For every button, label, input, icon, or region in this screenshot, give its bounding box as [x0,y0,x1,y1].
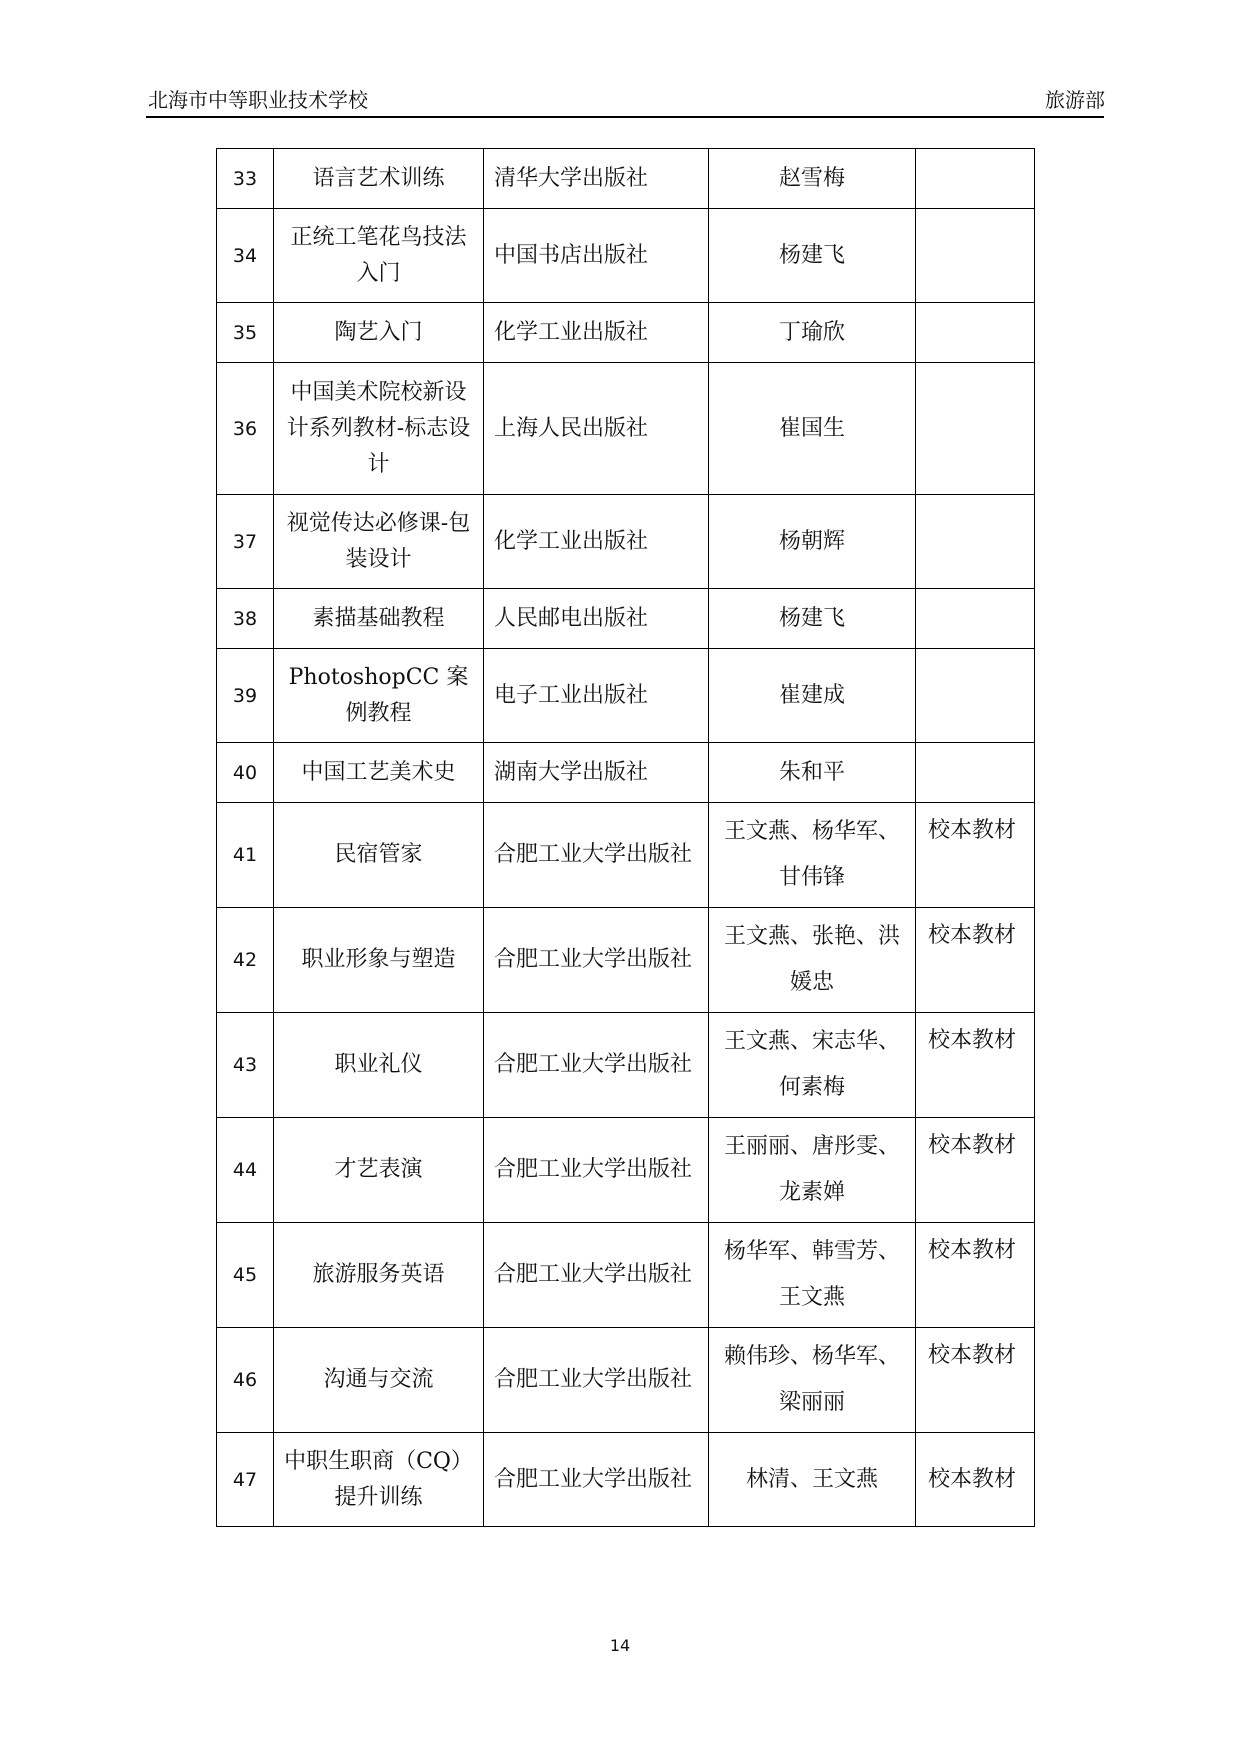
book-title: 旅游服务英语 [274,1223,484,1328]
table-row [217,1433,1035,1527]
table-row [217,1118,1035,1223]
table-row [217,363,1035,495]
table-row [217,803,1035,908]
header-divider [146,116,1104,118]
row-number: 46 [217,1328,274,1433]
table-row [217,209,1035,303]
book-publisher: 化学工业出版社 [484,303,709,363]
book-author: 杨朝辉 [709,495,916,589]
book-title: 民宿管家 [274,803,484,908]
book-note: 校本教材 [916,1328,1035,1433]
book-publisher: 上海人民出版社 [484,363,709,495]
book-title: 陶艺入门 [274,303,484,363]
book-note [916,649,1035,743]
book-publisher: 人民邮电出版社 [484,589,709,649]
book-publisher: 化学工业出版社 [484,495,709,589]
table-row [217,589,1035,649]
row-number: 44 [217,1118,274,1223]
book-author: 赵雪梅 [709,149,916,209]
table-row [217,303,1035,363]
textbook-table [216,148,1035,1527]
book-note: 校本教材 [916,1118,1035,1223]
book-author: 杨建飞 [709,209,916,303]
row-number: 34 [217,209,274,303]
book-note: 校本教材 [916,803,1035,908]
book-publisher: 合肥工业大学出版社 [484,1328,709,1433]
row-number: 42 [217,908,274,1013]
book-publisher: 电子工业出版社 [484,649,709,743]
book-note [916,149,1035,209]
book-note: 校本教材 [916,908,1035,1013]
book-author: 王文燕、宋志华、何素梅 [709,1013,916,1118]
book-note [916,363,1035,495]
table-row [217,649,1035,743]
book-note [916,209,1035,303]
row-number: 33 [217,149,274,209]
row-number: 35 [217,303,274,363]
book-author: 崔国生 [709,363,916,495]
row-number: 37 [217,495,274,589]
book-author: 杨华军、韩雪芳、王文燕 [709,1223,916,1328]
book-title: 中职生职商（CQ）提升训练 [274,1433,484,1527]
book-publisher: 合肥工业大学出版社 [484,803,709,908]
book-note [916,303,1035,363]
book-title: 正统工笔花鸟技法入门 [274,209,484,303]
book-publisher: 合肥工业大学出版社 [484,908,709,1013]
row-number: 38 [217,589,274,649]
table-row [217,1013,1035,1118]
book-author: 崔建成 [709,649,916,743]
book-note: 校本教材 [916,1433,1035,1527]
book-title: 素描基础教程 [274,589,484,649]
table-row [217,495,1035,589]
book-note [916,743,1035,803]
book-title: 才艺表演 [274,1118,484,1223]
header-school-name: 北海市中等职业技术学校 [148,88,368,112]
book-publisher: 合肥工业大学出版社 [484,1433,709,1527]
book-title: 沟通与交流 [274,1328,484,1433]
book-author: 杨建飞 [709,589,916,649]
book-publisher: 清华大学出版社 [484,149,709,209]
book-author: 王丽丽、唐彤雯、龙素婵 [709,1118,916,1223]
table-row [217,1328,1035,1433]
book-title: 中国工艺美术史 [274,743,484,803]
row-number: 36 [217,363,274,495]
book-note [916,589,1035,649]
book-publisher: 合肥工业大学出版社 [484,1013,709,1118]
textbook-table-body [217,149,1035,1527]
book-title: 语言艺术训练 [274,149,484,209]
table-row [217,908,1035,1013]
book-author: 王文燕、张艳、洪媛忠 [709,908,916,1013]
header-department: 旅游部 [1045,88,1105,112]
book-note: 校本教材 [916,1223,1035,1328]
table-row [217,1223,1035,1328]
page-number: 14 [609,1636,631,1655]
book-author: 赖伟珍、杨华军、梁丽丽 [709,1328,916,1433]
book-author: 朱和平 [709,743,916,803]
book-title: 职业形象与塑造 [274,908,484,1013]
book-publisher: 中国书店出版社 [484,209,709,303]
row-number: 41 [217,803,274,908]
table-row [217,149,1035,209]
book-note [916,495,1035,589]
book-title: 职业礼仪 [274,1013,484,1118]
row-number: 45 [217,1223,274,1328]
book-publisher: 合肥工业大学出版社 [484,1118,709,1223]
book-author: 林清、王文燕 [709,1433,916,1527]
row-number: 43 [217,1013,274,1118]
book-note: 校本教材 [916,1013,1035,1118]
book-publisher: 合肥工业大学出版社 [484,1223,709,1328]
book-publisher: 湖南大学出版社 [484,743,709,803]
book-author: 丁瑜欣 [709,303,916,363]
book-title: 视觉传达必修课-包装设计 [274,495,484,589]
table-row [217,743,1035,803]
row-number: 39 [217,649,274,743]
row-number: 47 [217,1433,274,1527]
book-author: 王文燕、杨华军、甘伟锋 [709,803,916,908]
book-title: PhotoshopCC 案例教程 [274,649,484,743]
book-title: 中国美术院校新设计系列教材-标志设计 [274,363,484,495]
row-number: 40 [217,743,274,803]
